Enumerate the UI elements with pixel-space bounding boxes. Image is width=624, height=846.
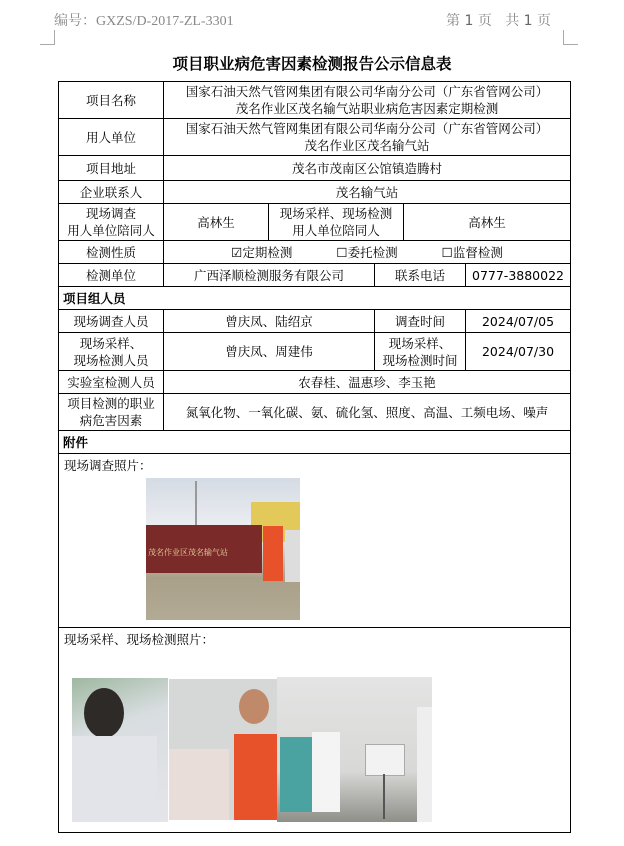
row-survey-photo xyxy=(59,454,571,628)
sampling-photo-1 xyxy=(72,678,168,822)
row-project-name xyxy=(59,82,571,119)
row-address xyxy=(59,156,571,181)
margin-mark xyxy=(40,30,55,45)
row-sampling xyxy=(59,333,571,371)
label: 联系电话 xyxy=(375,264,466,287)
value: 广西泽顺检测服务有限公司 xyxy=(164,264,375,287)
value: 茂名市茂南区公馆镇造腾村 xyxy=(164,156,571,181)
label: 实验室检测人员 xyxy=(59,371,164,394)
page-title: 项目职业病危害因素检测报告公示信息表 xyxy=(172,55,452,73)
page-indicator: 第 1 页 共 1 页 xyxy=(446,13,552,29)
value: 农春桂、温惠珍、李玉艳 xyxy=(164,371,571,394)
label: 用人单位 xyxy=(59,119,164,156)
row-unit xyxy=(59,264,571,287)
row-survey xyxy=(59,310,571,333)
label: 现场采样、现场检测 用人单位陪同人 xyxy=(269,204,404,241)
row-contact xyxy=(59,181,571,204)
label: 项目地址 xyxy=(59,156,164,181)
margin-mark xyxy=(563,30,578,45)
checkbox-option[interactable]: ☐监督检测 xyxy=(441,244,503,260)
label: 现场采样、 现场检测人员 xyxy=(59,333,164,371)
date: 2024/07/05 xyxy=(466,310,571,333)
value: 国家石油天然气管网集团有限公司华南分公司（广东省管网公司） 茂名作业区茂名输气站职业病危害因素定期检测 xyxy=(164,82,571,119)
survey-photo: 茂名作业区茂名输气站 xyxy=(146,478,300,620)
row-escort xyxy=(59,204,571,241)
date: 2024/07/30 xyxy=(466,333,571,371)
nature-options xyxy=(164,241,571,264)
label: 调查时间 xyxy=(375,310,466,333)
label: 项目检测的职业 病危害因素 xyxy=(59,394,164,431)
value: 氮氧化物、一氧化碳、氨、硫化氢、照度、高温、工频电场、噪声 xyxy=(164,394,571,431)
value: 高林生 xyxy=(164,204,269,241)
sampling-photo-3 xyxy=(277,677,432,822)
row-lab xyxy=(59,371,571,394)
label: 检测单位 xyxy=(59,264,164,287)
label: 现场调查照片： xyxy=(59,454,571,628)
value: 国家石油天然气管网集团有限公司华南分公司（广东省管网公司） 茂名作业区茂名输气站 xyxy=(164,119,571,156)
label: 检测性质 xyxy=(59,241,164,264)
section-team: 项目组人员 xyxy=(59,287,571,310)
label: 现场采样、 现场检测时间 xyxy=(375,333,466,371)
label: 企业联系人 xyxy=(59,181,164,204)
sampling-photo-2 xyxy=(169,679,278,820)
label: 现场调查 用人单位陪同人 xyxy=(59,204,164,241)
document-code: 编号：GXZS/D-2017-ZL-3301 xyxy=(54,14,234,29)
phone: 0777-3880022 xyxy=(466,264,571,287)
checkbox-option[interactable]: ☐委托检测 xyxy=(336,244,398,260)
value: 曾庆凤、周建伟 xyxy=(164,333,375,371)
label: 现场调查人员 xyxy=(59,310,164,333)
label: 项目名称 xyxy=(59,82,164,119)
row-employer xyxy=(59,119,571,156)
value: 高林生 xyxy=(404,204,571,241)
row-nature xyxy=(59,241,571,264)
row-hazards xyxy=(59,394,571,431)
value: 曾庆凤、陆绍京 xyxy=(164,310,375,333)
label: 现场采样、现场检测照片： xyxy=(59,628,571,833)
value: 茂名输气站 xyxy=(164,181,571,204)
section-attachment: 附件 xyxy=(59,431,571,454)
checkbox-option[interactable]: ☑定期检测 xyxy=(231,244,293,260)
